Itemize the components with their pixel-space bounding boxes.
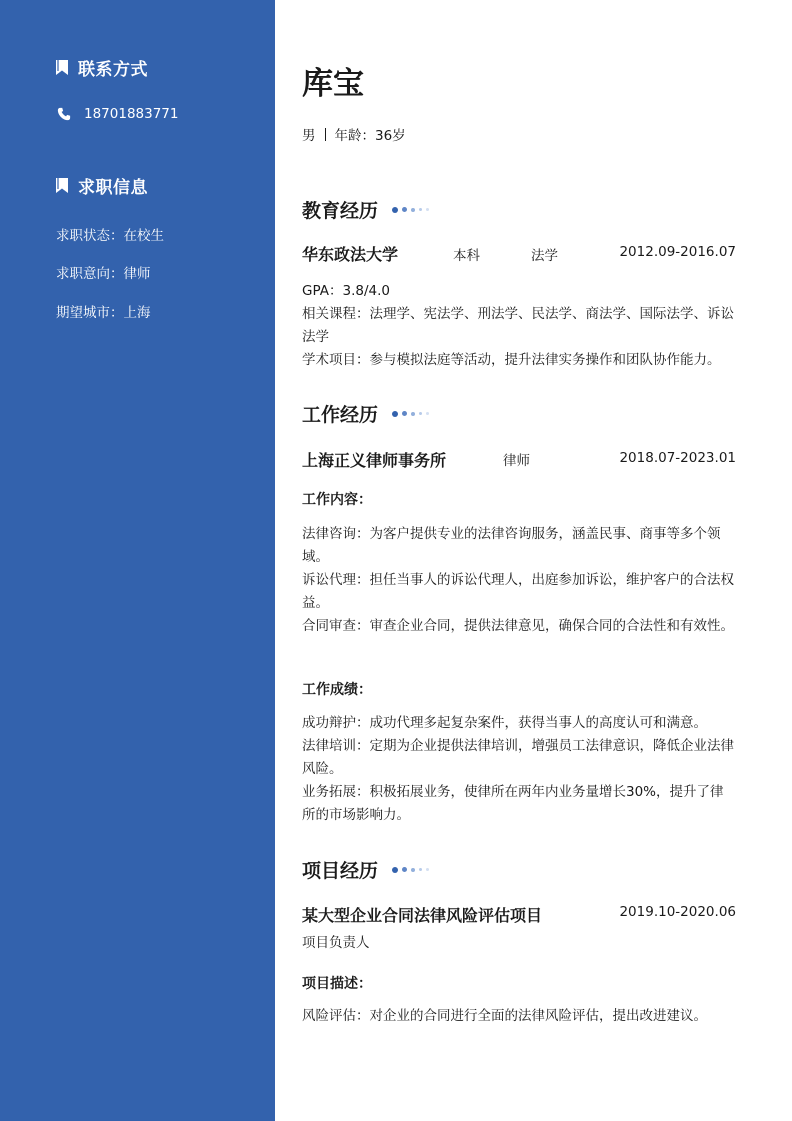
job-section [56, 173, 148, 198]
courses: 相关课程：法理学、宪法学、刑法学、民法学、商法学、国际法学、诉讼法学 [302, 306, 734, 345]
work-achievements-list [302, 712, 736, 827]
age: 年龄：36岁 [334, 128, 406, 144]
contact-section [56, 55, 148, 80]
gender: 男 [302, 128, 316, 144]
phone-icon [56, 107, 72, 121]
project-date: 2019.10-2020.06 [619, 904, 736, 920]
company-name: 上海正义律师事务所 [302, 451, 447, 470]
job-heading [56, 173, 148, 198]
gpa: GPA：3.8/4.0 [302, 283, 390, 299]
job-heading-label: 求职信息 [78, 178, 148, 198]
work-title-label: 工作经历 [302, 404, 379, 426]
list-item: 法律培训：定期为企业提供法律培训，增强员工法律意识，降低企业法律风险。 [302, 738, 734, 777]
list-item: 合同审查：审查企业合同，提供法律意见，确保合同的合法性和有效性。 [302, 618, 734, 634]
phone-number: 18701883771 [84, 106, 179, 122]
list-item: 成功辩护：成功代理多起复杂案件，获得当事人的高度认可和满意。 [302, 715, 707, 731]
candidate-name: 库宝 [302, 66, 364, 102]
bookmark-icon [56, 178, 68, 193]
list-item: 业务拓展：积极拓展业务，使律所在两年内业务量增长30%，提升了律所的市场影响力。 [302, 784, 724, 823]
job-intent: 求职意向：律师 [56, 266, 151, 282]
list-item: 法律咨询：为客户提供专业的法律咨询服务，涵盖民事、商事等多个领域。 [302, 526, 721, 565]
work-achievements-heading: 工作成绩： [302, 682, 372, 698]
list-item: 诉讼代理：担任当事人的诉讼代理人，出庭参加诉讼，维护客户的合法权益。 [302, 572, 734, 611]
sidebar [0, 0, 275, 1121]
job-role: 律师 [503, 453, 530, 469]
project-section-title [302, 856, 433, 883]
education-date: 2012.09-2016.07 [619, 244, 736, 260]
degree: 本科 [453, 248, 480, 264]
phone-row [56, 106, 178, 122]
work-section-title [302, 400, 433, 427]
contact-heading-label: 联系方式 [78, 60, 148, 80]
project-title-label: 项目经历 [302, 860, 379, 882]
project-desc-heading: 项目描述： [302, 976, 372, 992]
dots-decoration [392, 867, 433, 873]
work-content-heading: 工作内容： [302, 492, 372, 508]
work-content-list [302, 523, 736, 638]
education-title-label: 教育经历 [302, 200, 379, 222]
education-section-title [302, 196, 433, 223]
academic-project: 学术项目：参与模拟法庭等活动，提升法律实务操作和团队协作能力。 [302, 352, 721, 368]
job-status: 求职状态：在校生 [56, 228, 164, 244]
basic-info [302, 124, 406, 144]
job-city: 期望城市：上海 [56, 305, 151, 321]
bookmark-icon [56, 60, 68, 75]
work-date: 2018.07-2023.01 [619, 450, 736, 466]
school-name: 华东政法大学 [302, 245, 399, 264]
project-role: 项目负责人 [302, 935, 370, 951]
dots-decoration [392, 207, 433, 213]
project-name: 某大型企业合同法律风险评估项目 [302, 906, 543, 925]
contact-heading [56, 55, 148, 80]
major: 法学 [531, 248, 558, 264]
divider [325, 128, 326, 141]
education-details [302, 280, 736, 372]
dots-decoration [392, 411, 433, 417]
project-desc: 风险评估：对企业的合同进行全面的法律风险评估，提出改进建议。 [302, 1008, 707, 1024]
